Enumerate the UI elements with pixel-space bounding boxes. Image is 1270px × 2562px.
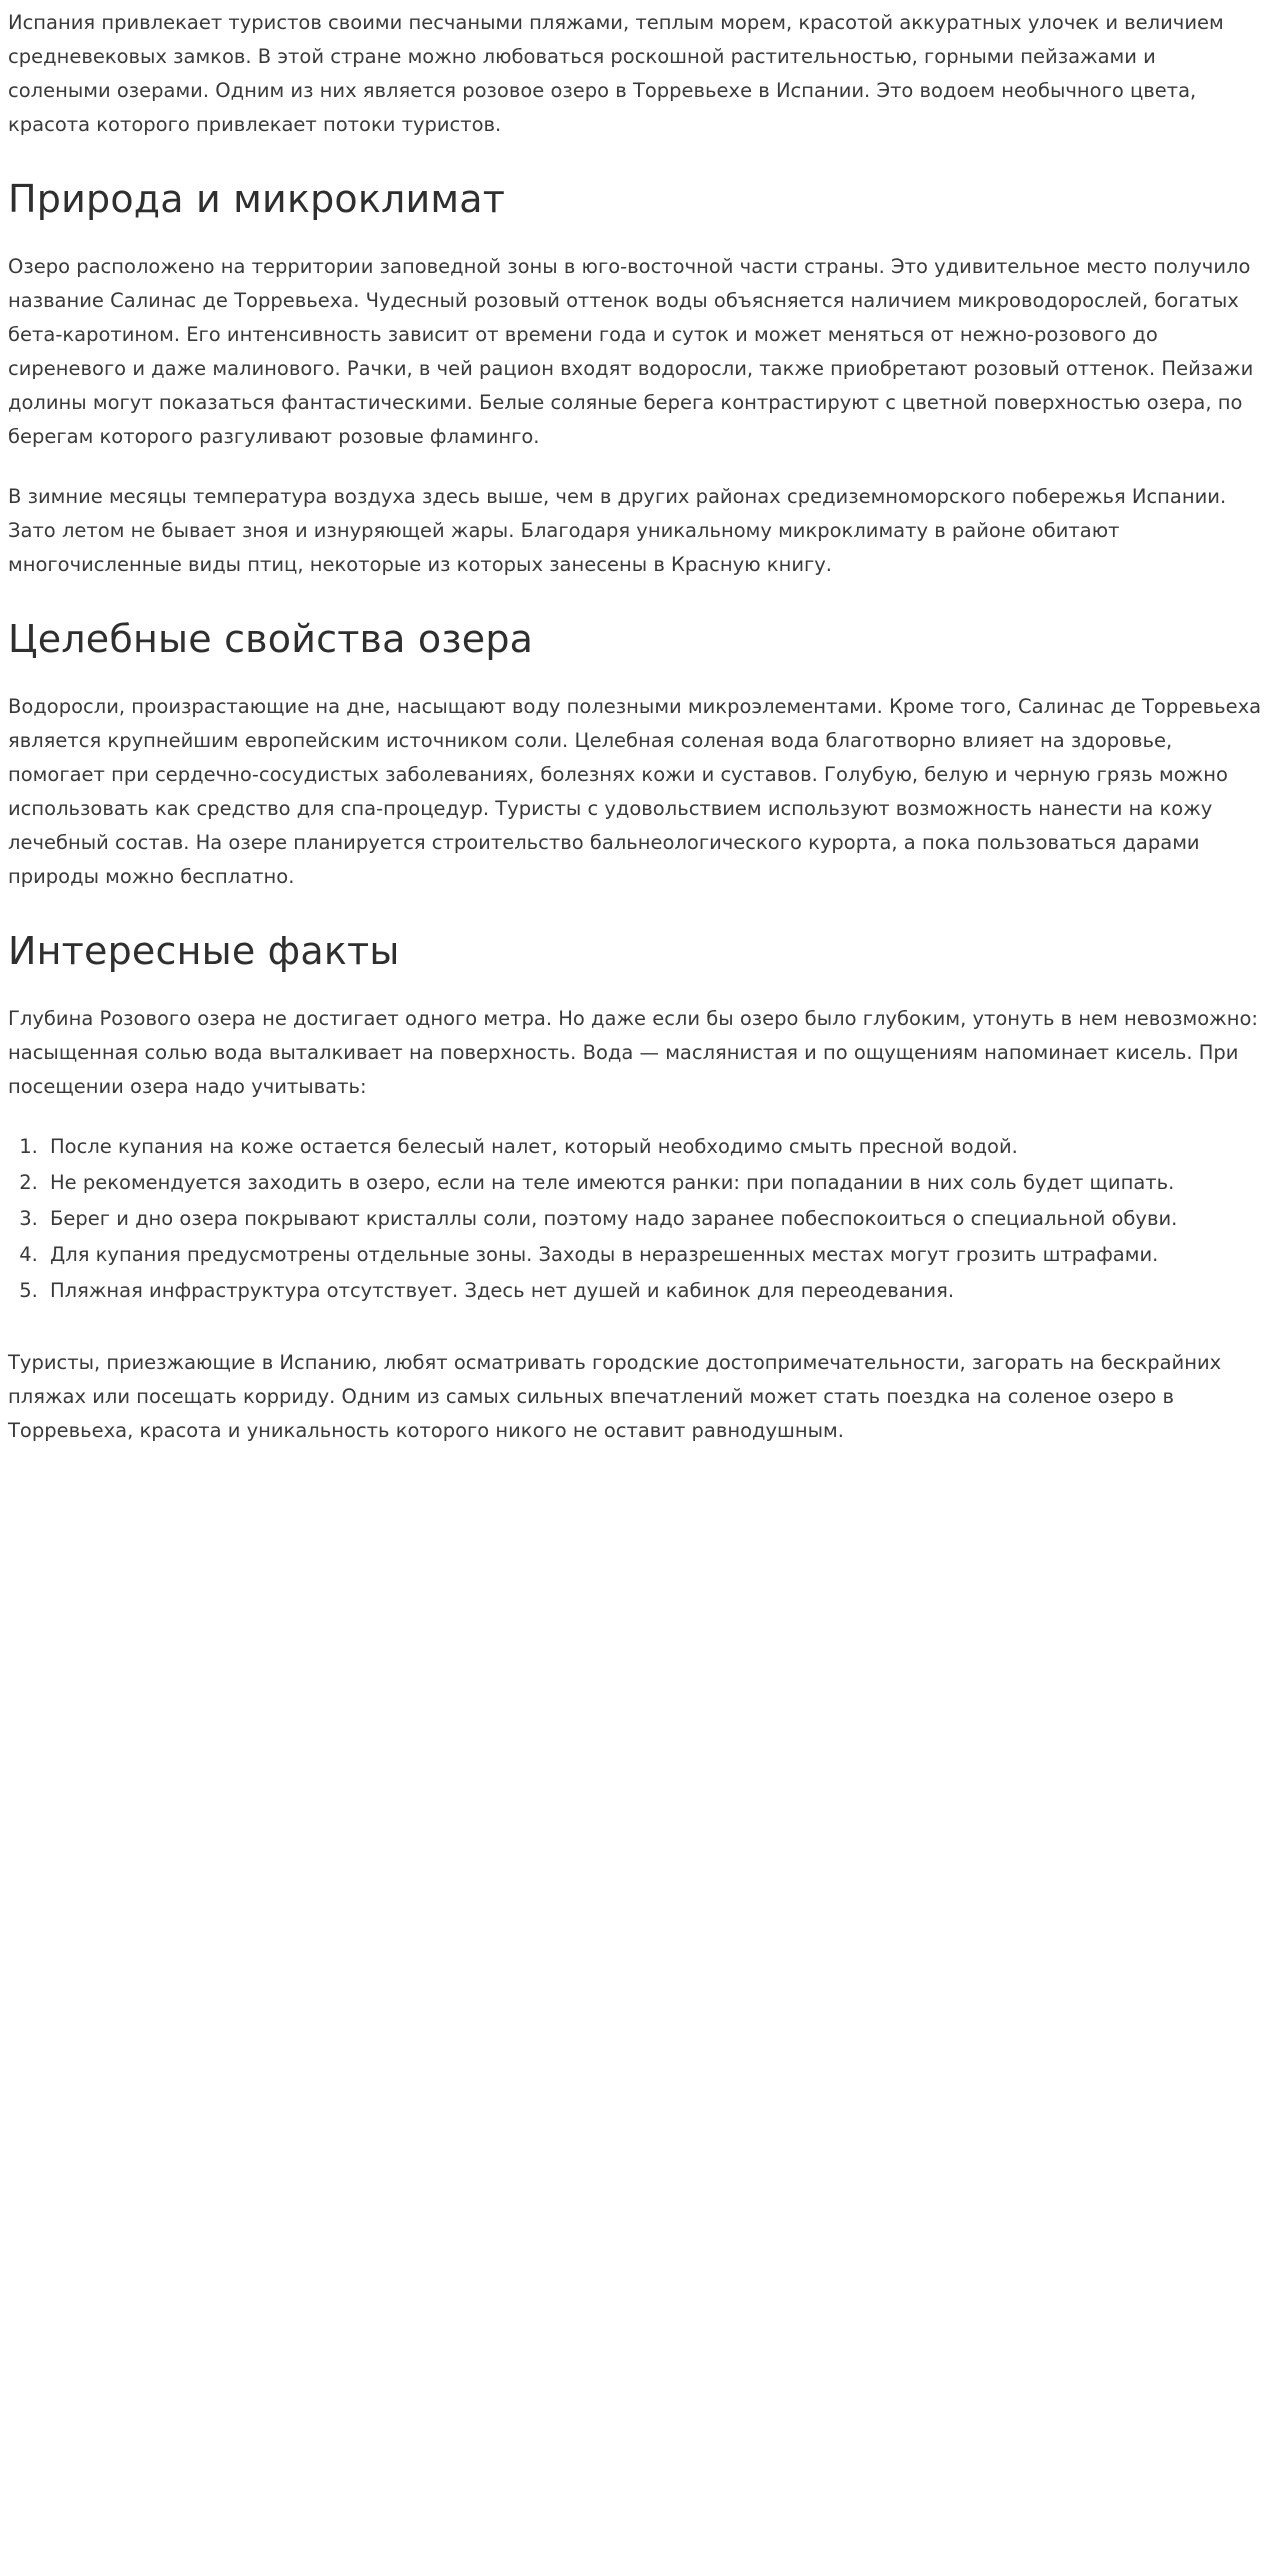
list-item: 2. Не рекомендуется заходить в озеро, если на теле имеются ранки: при попадании в них соль будет щипать. — [44, 1166, 1262, 1200]
nature-paragraph-2: В зимние месяцы температура воздуха здесь выше, чем в других районах средиземноморского побережья Испании. Зато летом не бывает зноя и изнуряющей жары. Благодаря уникальному микроклимату в районе обитают многочисленные виды птиц, некоторые из которых занесены в Красную книгу. — [8, 485, 1227, 576]
section-heading-facts: Интересные факты — [8, 929, 400, 973]
intro-paragraph: Испания привлекает туристов своими песчаными пляжами, теплым морем, красотой аккуратных улочек и величием средневековых замков. В этой стране можно любоваться роскошной растительностью, горными пейзажами и солеными озерами. Одним из них является розовое озеро в Торревьехе в Испании. Это водоем необычного цвета, красота которого привлекает потоки туристов. — [8, 11, 1224, 136]
list-item: 1. После купания на коже остается белесый налет, который необходимо смыть пресной водой. — [44, 1130, 1262, 1164]
facts-list — [8, 1130, 1262, 1308]
closing-paragraph: Туристы, приезжающие в Испанию, любят осматривать городские достопримечательности, загорать на бескрайних пляжах или посещать корриду. Одним из самых сильных впечатлений может стать поездка на соленое озеро в Торревьеха, красота и уникальность которого никого не оставит равнодушным. — [8, 1351, 1222, 1442]
healing-paragraph-1: Водоросли, произрастающие на дне, насыщают воду полезными микроэлементами. Кроме того, Салинас де Торревьеха является крупнейшим европейским источником соли. Целебная соленая вода благотворно влияет на здоровье, помогает при сердечно-сосудистых заболеваниях, болезнях кожи и суставов. Голубую, белую и черную грязь можно использовать как средство для спа-процедур. Туристы с удовольствием используют возможность нанести на кожу лечебный состав. На озере планируется строительство бальнеологического курорта, а пока пользоваться дарами природы можно бесплатно. — [8, 695, 1262, 888]
article-page — [0, 6, 1270, 1494]
list-item: 4. Для купания предусмотрены отдельные зоны. Заходы в неразрешенных местах могут грозить штрафами. — [44, 1238, 1262, 1272]
facts-paragraph-1: Глубина Розового озера не достигает одного метра. Но даже если бы озеро было глубоким, утонуть в нем невозможно: насыщенная солью вода выталкивает на поверхность. Вода — маслянистая и по ощущениям напоминает кисель. При посещении озера надо учитывать: — [8, 1007, 1258, 1098]
section-heading-healing: Целебные свойства озера — [8, 617, 534, 661]
nature-paragraph-1: Озеро расположено на территории заповедной зоны в юго-восточной части страны. Это удивительное место получило название Салинас де Торревьеха. Чудесный розовый оттенок воды объясняется наличием микроводорослей, богатых бета-каротином. Его интенсивность зависит от времени года и суток и может меняться от нежно-розового до сиреневого и даже малинового. Рачки, в чей рацион входят водоросли, также приобретают розовый оттенок. Пейзажи долины могут показаться фантастическими. Белые соляные берега контрастируют с цветной поверхностью озера, по берегам которого разгуливают розовые фламинго. — [8, 255, 1254, 448]
list-item: 5. Пляжная инфраструктура отсутствует. Здесь нет душей и кабинок для переодевания. — [44, 1274, 1262, 1308]
list-item: 3. Берег и дно озера покрывают кристаллы соли, поэтому надо заранее побеспокоиться о специальной обуви. — [44, 1202, 1262, 1236]
spacer — [8, 1334, 1262, 1346]
section-heading-nature: Природа и микроклимат — [8, 177, 506, 221]
